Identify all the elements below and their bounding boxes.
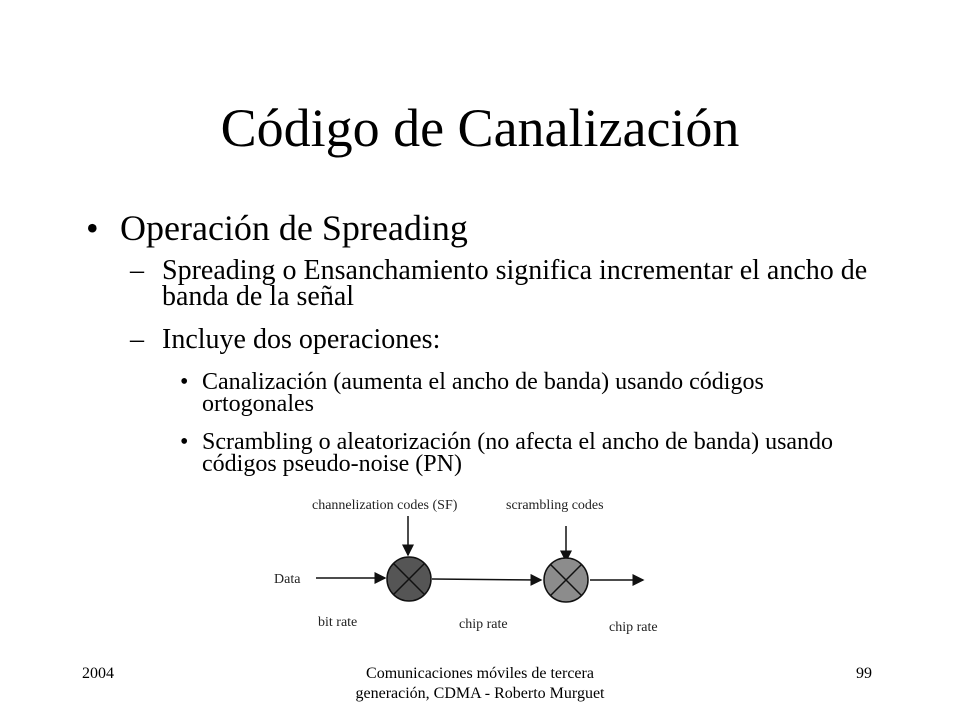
- scrambling-codes-label: scrambling codes: [506, 498, 604, 513]
- sub-sub-bullet-scrambling: [180, 431, 880, 475]
- dash-marker: –: [130, 255, 144, 286]
- footer-year: 2004: [82, 665, 114, 682]
- sub-bullet-text: Incluye dos operaciones:: [162, 324, 441, 355]
- bullet-marker: •: [180, 429, 189, 455]
- chip-rate-label-2: chip rate: [609, 620, 658, 635]
- sub-sub-bullet-text: Scrambling o aleatorización (no afecta el ancho de banda) usando códigos pseudo-noise (PN): [202, 429, 834, 477]
- channelization-codes-label: channelization codes (SF): [312, 498, 458, 513]
- scrambling-mixer-icon: [544, 558, 588, 602]
- bullet-marker: •: [180, 369, 189, 395]
- slide-title: Código de Canalización: [220, 98, 740, 158]
- bit-rate-label: bit rate: [318, 615, 358, 630]
- footer-page-number: 99: [856, 665, 872, 682]
- sub-sub-bullet-text: Canalización (aumenta el ancho de banda) usando códigos ortogonales: [202, 369, 764, 417]
- chip-rate-link-arrow: [432, 579, 541, 580]
- sub-bullet-spreading-definition: [130, 255, 910, 312]
- footer-course: Comunicaciones móviles de tercera generación, CDMA - Roberto Murguet: [355, 665, 605, 702]
- channelization-mixer-icon: [387, 557, 431, 601]
- sub-sub-bullet-channelization: [180, 371, 880, 415]
- data-label: Data: [274, 572, 301, 587]
- sub-bullet-text: Spreading o Ensanchamiento significa incrementar el ancho de banda de la señal: [162, 255, 868, 312]
- dash-marker: –: [130, 324, 144, 355]
- bullet-text: Operación de Spreading: [120, 208, 468, 248]
- chip-rate-label-1: chip rate: [459, 617, 508, 632]
- bullet-marker: •: [86, 208, 99, 248]
- spreading-diagram: [268, 488, 688, 638]
- sub-bullet-two-operations: [130, 324, 910, 355]
- bullet-spreading-operation: [86, 207, 906, 249]
